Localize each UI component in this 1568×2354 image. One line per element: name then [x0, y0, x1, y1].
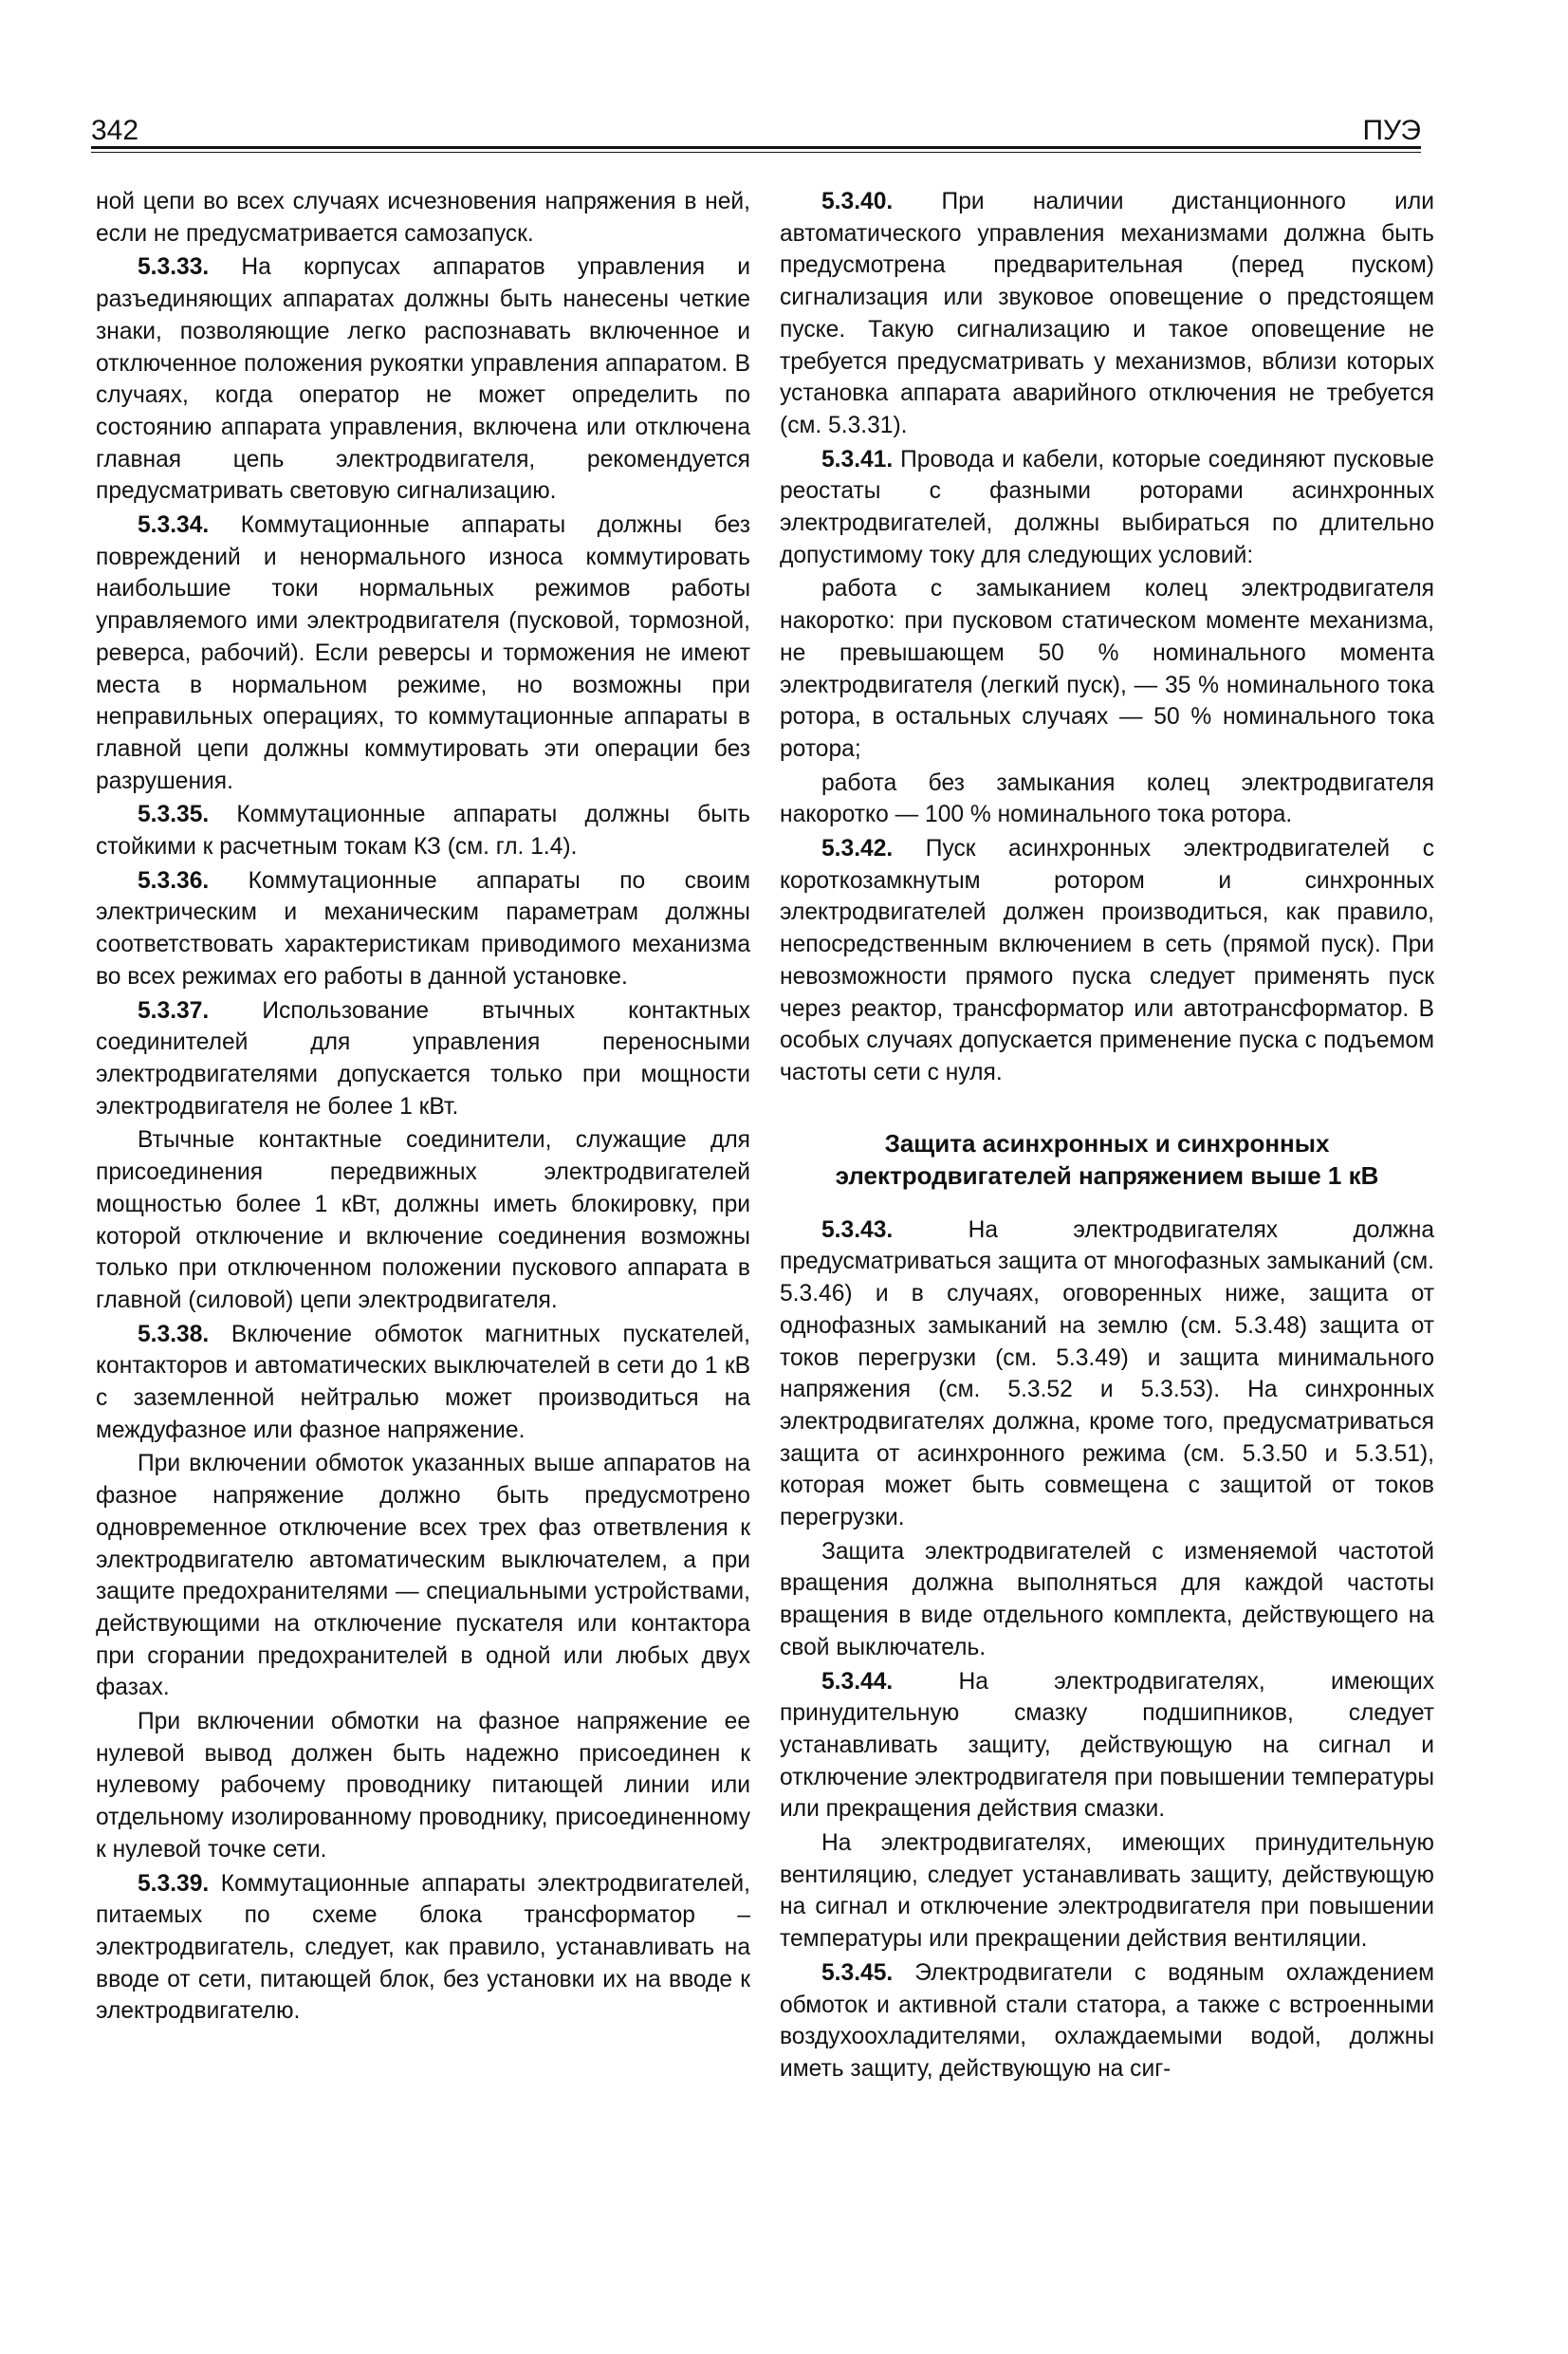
section-heading: Защита асинхронных и синхронных электродвигателей напряжением выше 1 кВ	[835, 1128, 1379, 1190]
paragraph	[96, 1319, 750, 1447]
paragraph-text: При наличии дистанционного или автоматического управления механизмами должна быть предусмотрена предварительная (перед пуском) сигнализация или звуковое оповещение о предстоящем пуске. Такую сигнализацию и такое оповещение не требуется предусматривать у механизмов, вблизи которых установка аппарата аварийного отключения не требуется (см. 5.3.31).	[780, 189, 1435, 438]
paragraph	[780, 833, 1434, 1089]
clause-number: 5.3.33.	[138, 254, 210, 281]
paragraph-text: Провода и кабели, которые соединяют пусковые реостаты с фазными роторами асинхронных электродвигателей, должны выбираться по длительно допустимому току для следующих условий:	[780, 446, 1434, 568]
clause-number: 5.3.40.	[821, 189, 894, 214]
paragraph-text: Защита электродвигателей с изменяемой частотой вращения должна выполняться для каждой частоты вращения в виде отдельного комплекта, действующего на свой выключатель.	[780, 1538, 1434, 1660]
paragraph	[780, 444, 1434, 572]
clause-number: 5.3.38.	[138, 1321, 210, 1347]
paragraph-text: На электродвигателях должна предусматриваться защита от многофазных замыканий (см. 5.3.46) и в случаях, оговоренных ниже, защита от однофазных замыканий на землю (см. 5.3.48) защита от токов перегрузки (см. 5.3.49) и защита минимального напряжения (см. 5.3.52 и 5.3.53). На синхронных электродвигателях должна, кроме того, предусматриваться защита от асинхронного режима (см. 5.3.50 и 5.3.51), которая может быть совмещена с защитой от токов перегрузки.	[780, 1216, 1434, 1531]
clause-number: 5.3.35.	[138, 802, 210, 828]
running-title: ПУЭ	[1362, 115, 1421, 146]
page-header	[91, 112, 1421, 150]
paragraph-text: На электродвигателях, имеющих принудительную вентиляцию, следует устанавливать защиту, действующую на сигнал и отключение электродвигателя при повышении температуры или прекращении действия вентиляции.	[780, 1830, 1434, 1953]
paragraph	[96, 1868, 750, 2029]
paragraph	[96, 799, 750, 862]
paragraph-text: Использование втычных контактных соединителей для управления переносными электродвигателями допускается только при мощности электродвигателя не более 1 кВт.	[96, 997, 750, 1120]
paragraph	[780, 768, 1434, 831]
paragraph-text: Коммутационные аппараты по своим электрическим и механическим параметрам должны соответствовать характеристикам приводимого механизма во всех режимах его работы в данной установке.	[96, 867, 750, 990]
paragraph	[780, 1214, 1434, 1534]
paragraph	[96, 865, 750, 993]
paragraph	[96, 1124, 750, 1316]
clause-number: 5.3.36.	[138, 867, 210, 894]
paragraph-text: ной цепи во всех случаях исчезновения напряжения в ней, если не предусматривается самозапуск.	[96, 189, 750, 247]
paragraph-text: На электродвигателях, имеющих принудительную смазку подшипников, следует устанавливать защиту, действующую на сигнал и отключение электродвигателя при повышении температуры или прекращения действия смазки.	[780, 1668, 1434, 1823]
left-column	[96, 186, 750, 2030]
clause-number: 5.3.45.	[821, 1959, 894, 1986]
paragraph-text: Включение обмоток магнитных пускателей, контакторов и автоматических выключателей в сети до 1 кВ с заземленной нейтралью может производиться на междуфазное или фазное напряжение.	[96, 1321, 750, 1443]
paragraph-text: работа без замыкания колец электродвигателя накоротко — 100 % номинального тока ротора.	[780, 769, 1434, 828]
clause-number: 5.3.41.	[821, 446, 894, 473]
paragraph-text: На корпусах аппаратов управления и разъединяющих аппаратах должны быть нанесены четкие знаки, позволяющие легко распознавать включенное и отключенное положения рукоятки управления аппаратом. В случаях, когда оператор не может определить по состоянию аппарата управления, включена или отключена главная цепь электродвигателя, рекомендуется предусматривать световую сигнализацию.	[96, 254, 750, 505]
paragraph-text: работа с замыканием колец электродвигателя накоротко: при пусковом статическом моменте механизма, не превышающем 50 % номинального момента электродвигателя (легкий пуск), — 35 % номинального тока ротора, в остальных случаях — 50 % номинального тока ротора;	[780, 576, 1434, 762]
clause-number: 5.3.43.	[821, 1216, 894, 1243]
paragraph	[96, 510, 750, 797]
clause-number: 5.3.42.	[821, 836, 894, 862]
paragraph	[780, 1827, 1434, 1955]
clause-number: 5.3.37.	[138, 997, 210, 1024]
clause-number: 5.3.34.	[138, 512, 210, 539]
paragraph-text: Коммутационные аппараты должны без повреждений и ненормального износа коммутировать наибольшие токи нормальных режимов работы управляемого ими электродвигателя (пусковой, тормозной, реверса, рабочий). Если реверсы и торможения не имеют места в нормальном режиме, но возможны при неправильных операциях, то коммутационные аппараты в главной цепи должны коммутировать эти операции без разрушения.	[96, 512, 750, 794]
paragraph	[96, 1706, 750, 1866]
page-number: 342	[91, 115, 139, 146]
paragraph-text: Электродвигатели с водяным охлаждением обмоток и активной стали статора, а также с встроенными воздухоохладителями, охлаждаемыми водой, должны иметь защиту, действующую на сиг-	[780, 1959, 1434, 2082]
header-rule	[91, 146, 1421, 149]
paragraph	[780, 573, 1434, 765]
paragraph	[780, 1536, 1434, 1664]
header-rule-thin	[91, 152, 1421, 153]
paragraph	[780, 1666, 1434, 1826]
clause-number: 5.3.39.	[138, 1870, 210, 1897]
paragraph	[96, 995, 750, 1123]
paragraph-text: Втычные контактные соединители, служащие для присоединения передвижных электродвигателей мощностью более 1 кВт, должны иметь блокировку, при которой отключение и включение соединения возможны только при отключенном положении пускового аппарата в главной (силовой) цепи электродвигателя.	[96, 1127, 750, 1313]
paragraph-text: Пуск асинхронных электродвигателей с короткозамкнутым ротором и синхронных электродвигателей должен производиться, как правило, непосредственным включением в сеть (прямой пуск). При невозможности прямого пуска следует применять пуск через реактор, трансформатор или автотрансформатор. В особых случаях допускается применение пуска с подъемом частоты сети с нуля.	[780, 836, 1434, 1085]
paragraph-text: При включении обмоток указанных выше аппаратов на фазное напряжение должно быть предусмотрено одновременное отключение всех трех фаз ответвления к электродвигателю автоматическим выключателем, а при защите предохранителями — специальными устройствами, действующими на отключение пускателя или контактора при сгорании предохранителей в одной или любых двух фазах.	[96, 1451, 750, 1701]
clause-number: 5.3.44.	[821, 1668, 894, 1695]
paragraph	[96, 186, 750, 250]
paragraph	[780, 1957, 1434, 2085]
paragraph-text: При включении обмотки на фазное напряжение ее нулевой вывод должен быть надежно присоединен к нулевому рабочему проводнику питающей линии или отдельному изолированному проводнику, присоединенному к нулевой точке сети.	[96, 1709, 750, 1863]
paragraph	[96, 251, 750, 508]
paragraph	[96, 1448, 750, 1704]
paragraph-text: Коммутационные аппараты электродвигателей, питаемых по схеме блока трансформатор – электродвигатель, следует, как правило, устанавливать на вводе от сети, питающей блок, без установки их на вводе к электродвигателю.	[96, 1870, 750, 2025]
paragraph	[780, 186, 1434, 442]
right-column	[780, 186, 1434, 2087]
paragraph-text: Коммутационные аппараты должны быть стойкими к расчетным токам КЗ (см. гл. 1.4).	[96, 802, 750, 861]
